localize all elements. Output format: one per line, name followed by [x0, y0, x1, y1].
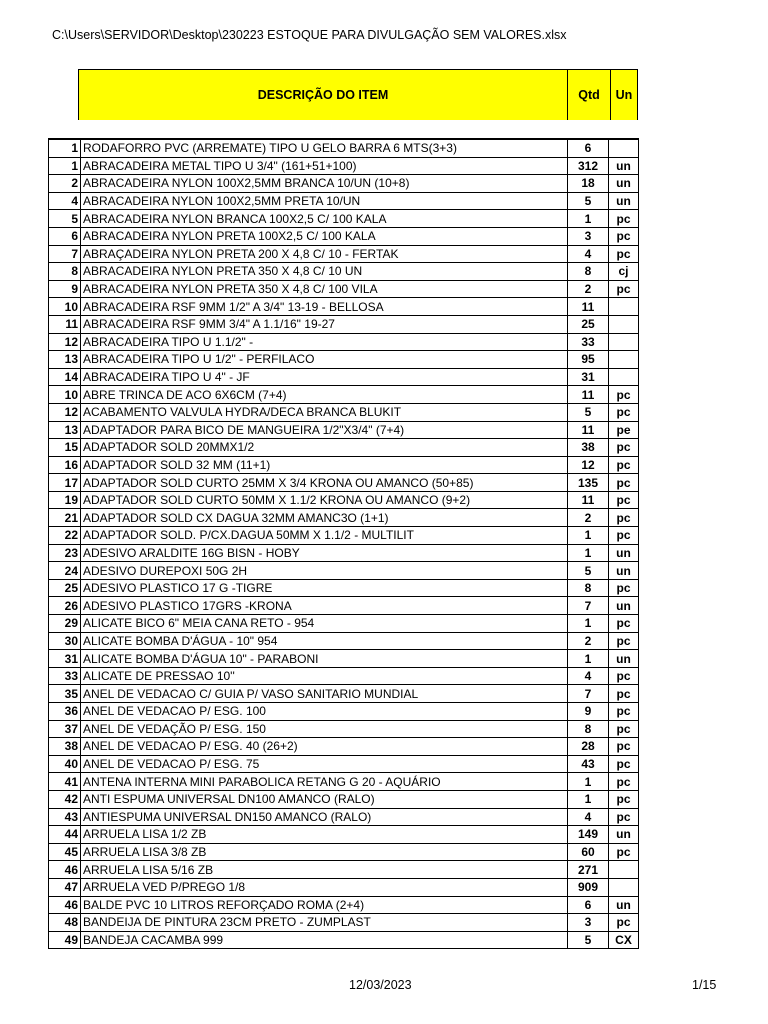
- table-row: [49, 878, 639, 896]
- row-description: ARRUELA LISA 5/16 ZB: [81, 861, 568, 879]
- row-unit: un: [609, 896, 639, 914]
- row-unit: pc: [609, 210, 639, 228]
- row-quantity: 7: [568, 597, 609, 615]
- row-quantity: 8: [568, 579, 609, 597]
- table-row: [49, 175, 639, 193]
- row-description: ABRACADEIRA NYLON 100X2,5MM BRANCA 10/UN (10+8): [81, 175, 568, 193]
- row-unit: un: [609, 562, 639, 580]
- row-number: 38: [49, 738, 81, 756]
- table-row: [49, 456, 639, 474]
- row-description: ABRACADEIRA NYLON BRANCA 100X2,5 C/ 100 KALA: [81, 210, 568, 228]
- table-row: [49, 808, 639, 826]
- header-qtd: Qtd: [567, 70, 610, 120]
- row-quantity: 8: [568, 720, 609, 738]
- table-row: [49, 210, 639, 228]
- row-quantity: 1: [568, 650, 609, 668]
- table-row: [49, 632, 639, 650]
- row-quantity: 1: [568, 527, 609, 545]
- row-quantity: 1: [568, 615, 609, 633]
- row-description: ANEL DE VEDACAO P/ ESG. 100: [81, 703, 568, 721]
- row-quantity: 33: [568, 333, 609, 351]
- row-quantity: 2: [568, 632, 609, 650]
- row-number: 22: [49, 527, 81, 545]
- row-description: ADESIVO DUREPOXI 50G 2H: [81, 562, 568, 580]
- row-number: 46: [49, 861, 81, 879]
- row-number: 4: [49, 192, 81, 210]
- row-quantity: 2: [568, 280, 609, 298]
- row-unit: [609, 139, 639, 157]
- row-quantity: 1: [568, 790, 609, 808]
- row-quantity: 135: [568, 474, 609, 492]
- row-description: RODAFORRO PVC (ARREMATE) TIPO U GELO BARRA 6 MTS(3+3): [81, 139, 568, 157]
- header-un: Un: [610, 70, 637, 120]
- footer-date: 12/03/2023: [349, 978, 412, 992]
- row-description: ABRACADEIRA NYLON PRETA 350 X 4,8 C/ 100 VILA: [81, 280, 568, 298]
- items-table: [48, 138, 639, 949]
- row-unit: un: [609, 826, 639, 844]
- row-description: ALICATE BOMBA D'ÁGUA 10" - PARABONI: [81, 650, 568, 668]
- table-row: [49, 773, 639, 791]
- row-description: ADAPTADOR SOLD CX DAGUA 32MM AMANC3O (1+1): [81, 509, 568, 527]
- row-number: 10: [49, 298, 81, 316]
- row-unit: pc: [609, 474, 639, 492]
- row-description: ADAPTADOR SOLD 32 MM (11+1): [81, 456, 568, 474]
- table-row: [49, 333, 639, 351]
- table-row: [49, 826, 639, 844]
- row-unit: pc: [609, 403, 639, 421]
- row-number: 41: [49, 773, 81, 791]
- row-description: ABRACADEIRA NYLON PRETA 350 X 4,8 C/ 10 UN: [81, 263, 568, 281]
- row-unit: pc: [609, 773, 639, 791]
- table-row: [49, 650, 639, 668]
- row-unit: pc: [609, 527, 639, 545]
- row-unit: pc: [609, 456, 639, 474]
- row-quantity: 3: [568, 227, 609, 245]
- table-row: [49, 720, 639, 738]
- row-description: ABRACADEIRA NYLON 100X2,5MM PRETA 10/UN: [81, 192, 568, 210]
- file-path: C:\Users\SERVIDOR\Desktop\230223 ESTOQUE PARA DIVULGAÇÃO SEM VALORES.xlsx: [52, 28, 567, 42]
- row-quantity: 11: [568, 421, 609, 439]
- row-number: 5: [49, 210, 81, 228]
- row-quantity: 6: [568, 139, 609, 157]
- row-quantity: 3: [568, 914, 609, 932]
- row-number: 23: [49, 544, 81, 562]
- row-number: 40: [49, 755, 81, 773]
- row-quantity: 11: [568, 491, 609, 509]
- row-number: 26: [49, 597, 81, 615]
- table-row: [49, 403, 639, 421]
- table-row: [49, 509, 639, 527]
- row-number: 15: [49, 439, 81, 457]
- table-row: [49, 474, 639, 492]
- row-unit: cj: [609, 263, 639, 281]
- row-number: 46: [49, 896, 81, 914]
- row-description: ABRACADEIRA TIPO U 1/2" - PERFILACO: [81, 351, 568, 369]
- row-unit: pc: [609, 914, 639, 932]
- table-row: [49, 914, 639, 932]
- row-unit: [609, 351, 639, 369]
- row-description: BANDEIJA DE PINTURA 23CM PRETO - ZUMPLAST: [81, 914, 568, 932]
- row-description: ANEL DE VEDAÇÃO P/ ESG. 150: [81, 720, 568, 738]
- row-unit: [609, 878, 639, 896]
- table-row: [49, 896, 639, 914]
- row-quantity: 60: [568, 843, 609, 861]
- row-description: ADAPTADOR SOLD. P/CX.DAGUA 50MM X 1.1/2 - MULTILIT: [81, 527, 568, 545]
- row-unit: un: [609, 157, 639, 175]
- row-quantity: 25: [568, 315, 609, 333]
- row-description: ABRACADEIRA RSF 9MM 1/2" A 3/4" 13-19 - BELLOSA: [81, 298, 568, 316]
- table-row: [49, 439, 639, 457]
- row-number: 24: [49, 562, 81, 580]
- row-description: ACABAMENTO VALVULA HYDRA/DECA BRANCA BLUKIT: [81, 403, 568, 421]
- row-unit: [609, 861, 639, 879]
- row-description: ALICATE BICO 6" MEIA CANA RETO - 954: [81, 615, 568, 633]
- row-number: 6: [49, 227, 81, 245]
- table-row: [49, 790, 639, 808]
- row-quantity: 38: [568, 439, 609, 457]
- row-quantity: 2: [568, 509, 609, 527]
- row-number: 19: [49, 491, 81, 509]
- table-row: [49, 421, 639, 439]
- row-quantity: 5: [568, 192, 609, 210]
- row-quantity: 5: [568, 562, 609, 580]
- row-unit: pc: [609, 615, 639, 633]
- table-row: [49, 843, 639, 861]
- row-description: ADESIVO PLASTICO 17 G -TIGRE: [81, 579, 568, 597]
- row-unit: un: [609, 544, 639, 562]
- row-description: ARRUELA VED P/PREGO 1/8: [81, 878, 568, 896]
- row-unit: un: [609, 175, 639, 193]
- row-unit: pc: [609, 280, 639, 298]
- row-number: 1: [49, 157, 81, 175]
- row-number: 30: [49, 632, 81, 650]
- row-description: ADESIVO ARALDITE 16G BISN - HOBY: [81, 544, 568, 562]
- row-quantity: 28: [568, 738, 609, 756]
- row-number: 16: [49, 456, 81, 474]
- table-row: [49, 597, 639, 615]
- row-description: ABRE TRINCA DE ACO 6X6CM (7+4): [81, 386, 568, 404]
- table-row: [49, 351, 639, 369]
- row-number: 48: [49, 914, 81, 932]
- table-row: [49, 298, 639, 316]
- row-description: ARRUELA LISA 1/2 ZB: [81, 826, 568, 844]
- table-row: [49, 755, 639, 773]
- table-row: [49, 861, 639, 879]
- table-row: [49, 315, 639, 333]
- row-quantity: 7: [568, 685, 609, 703]
- row-quantity: 5: [568, 403, 609, 421]
- row-description: ABRACADEIRA NYLON PRETA 100X2,5 C/ 100 KALA: [81, 227, 568, 245]
- row-unit: pc: [609, 491, 639, 509]
- row-quantity: 9: [568, 703, 609, 721]
- row-quantity: 4: [568, 808, 609, 826]
- row-quantity: 6: [568, 896, 609, 914]
- row-unit: pc: [609, 632, 639, 650]
- row-description: ADAPTADOR SOLD CURTO 25MM X 3/4 KRONA OU AMANCO (50+85): [81, 474, 568, 492]
- row-unit: pe: [609, 421, 639, 439]
- row-number: 11: [49, 315, 81, 333]
- row-description: ARRUELA LISA 3/8 ZB: [81, 843, 568, 861]
- row-quantity: 95: [568, 351, 609, 369]
- row-number: 10: [49, 386, 81, 404]
- row-unit: [609, 298, 639, 316]
- row-number: 36: [49, 703, 81, 721]
- row-number: 45: [49, 843, 81, 861]
- table-row: [49, 139, 639, 157]
- row-unit: pc: [609, 790, 639, 808]
- table-row: [49, 491, 639, 509]
- row-quantity: 271: [568, 861, 609, 879]
- row-quantity: 909: [568, 878, 609, 896]
- table-row: [49, 703, 639, 721]
- row-number: 12: [49, 333, 81, 351]
- row-number: 13: [49, 351, 81, 369]
- row-unit: un: [609, 650, 639, 668]
- row-quantity: 11: [568, 298, 609, 316]
- row-unit: pc: [609, 439, 639, 457]
- table-row: [49, 386, 639, 404]
- table-row: [49, 280, 639, 298]
- row-quantity: 1: [568, 210, 609, 228]
- table-row: [49, 685, 639, 703]
- row-description: ANEL DE VEDACAO P/ ESG. 40 (26+2): [81, 738, 568, 756]
- table-row: [49, 368, 639, 386]
- row-number: 37: [49, 720, 81, 738]
- row-unit: [609, 368, 639, 386]
- row-quantity: 4: [568, 667, 609, 685]
- row-number: 29: [49, 615, 81, 633]
- row-description: BANDEJA CACAMBA 999: [81, 931, 568, 949]
- table-header: [78, 69, 638, 120]
- row-unit: pc: [609, 738, 639, 756]
- row-number: 47: [49, 878, 81, 896]
- row-unit: [609, 333, 639, 351]
- row-description: ABRAÇADEIRA NYLON PRETA 200 X 4,8 C/ 10 - FERTAK: [81, 245, 568, 263]
- row-unit: pc: [609, 667, 639, 685]
- row-unit: pc: [609, 720, 639, 738]
- row-number: 21: [49, 509, 81, 527]
- row-number: 44: [49, 826, 81, 844]
- row-quantity: 312: [568, 157, 609, 175]
- row-quantity: 31: [568, 368, 609, 386]
- table-row: [49, 931, 639, 949]
- row-unit: pc: [609, 509, 639, 527]
- row-number: 25: [49, 579, 81, 597]
- row-number: 43: [49, 808, 81, 826]
- row-number: 1: [49, 139, 81, 157]
- row-description: ADESIVO PLASTICO 17GRS -KRONA: [81, 597, 568, 615]
- table-row: [49, 245, 639, 263]
- table-row: [49, 544, 639, 562]
- row-number: 33: [49, 667, 81, 685]
- row-unit: pc: [609, 703, 639, 721]
- row-unit: pc: [609, 227, 639, 245]
- row-description: ABRACADEIRA METAL TIPO U 3/4" (161+51+100): [81, 157, 568, 175]
- row-description: ADAPTADOR SOLD 20MMX1/2: [81, 439, 568, 457]
- row-unit: pc: [609, 843, 639, 861]
- row-quantity: 1: [568, 544, 609, 562]
- row-description: ANTENA INTERNA MINI PARABOLICA RETANG G 20 - AQUÁRIO: [81, 773, 568, 791]
- row-quantity: 18: [568, 175, 609, 193]
- row-unit: pc: [609, 386, 639, 404]
- row-description: ANTI ESPUMA UNIVERSAL DN100 AMANCO (RALO): [81, 790, 568, 808]
- row-number: 42: [49, 790, 81, 808]
- row-number: 17: [49, 474, 81, 492]
- row-unit: un: [609, 192, 639, 210]
- table-row: [49, 615, 639, 633]
- row-description: ADAPTADOR SOLD CURTO 50MM X 1.1/2 KRONA OU AMANCO (9+2): [81, 491, 568, 509]
- row-unit: pc: [609, 579, 639, 597]
- row-description: ABRACADEIRA TIPO U 1.1/2" -: [81, 333, 568, 351]
- row-quantity: 12: [568, 456, 609, 474]
- table-row: [49, 227, 639, 245]
- row-description: ALICATE BOMBA D'ÁGUA - 10" 954: [81, 632, 568, 650]
- row-unit: [609, 315, 639, 333]
- row-description: ANEL DE VEDACAO C/ GUIA P/ VASO SANITARIO MUNDIAL: [81, 685, 568, 703]
- row-quantity: 43: [568, 755, 609, 773]
- row-number: 35: [49, 685, 81, 703]
- row-quantity: 11: [568, 386, 609, 404]
- table-row: [49, 157, 639, 175]
- row-quantity: 5: [568, 931, 609, 949]
- row-number: 31: [49, 650, 81, 668]
- row-quantity: 1: [568, 773, 609, 791]
- row-quantity: 4: [568, 245, 609, 263]
- row-description: ADAPTADOR PARA BICO DE MANGUEIRA 1/2"X3/4" (7+4): [81, 421, 568, 439]
- row-number: 12: [49, 403, 81, 421]
- row-quantity: 8: [568, 263, 609, 281]
- row-number: 49: [49, 931, 81, 949]
- row-description: ANTIESPUMA UNIVERSAL DN150 AMANCO (RALO): [81, 808, 568, 826]
- row-description: BALDE PVC 10 LITROS REFORÇADO ROMA (2+4): [81, 896, 568, 914]
- row-number: 8: [49, 263, 81, 281]
- table-row: [49, 192, 639, 210]
- table-row: [49, 263, 639, 281]
- row-number: 14: [49, 368, 81, 386]
- row-number: 9: [49, 280, 81, 298]
- header-description: DESCRIÇÃO DO ITEM: [257, 88, 389, 102]
- row-unit: pc: [609, 685, 639, 703]
- row-unit: pc: [609, 808, 639, 826]
- table-row: [49, 667, 639, 685]
- row-quantity: 149: [568, 826, 609, 844]
- row-description: ABRACADEIRA RSF 9MM 3/4" A 1.1/16" 19-27: [81, 315, 568, 333]
- table-row: [49, 527, 639, 545]
- table-row: [49, 562, 639, 580]
- row-unit: CX: [609, 931, 639, 949]
- table-row: [49, 738, 639, 756]
- row-description: ANEL DE VEDACAO P/ ESG. 75: [81, 755, 568, 773]
- table-row: [49, 579, 639, 597]
- row-unit: pc: [609, 245, 639, 263]
- row-description: ABRACADEIRA TIPO U 4" - JF: [81, 368, 568, 386]
- footer-page-number: 1/15: [692, 978, 717, 992]
- row-number: 13: [49, 421, 81, 439]
- row-unit: un: [609, 597, 639, 615]
- row-description: ALICATE DE PRESSAO 10'': [81, 667, 568, 685]
- row-number: 2: [49, 175, 81, 193]
- row-number: 7: [49, 245, 81, 263]
- row-unit: pc: [609, 755, 639, 773]
